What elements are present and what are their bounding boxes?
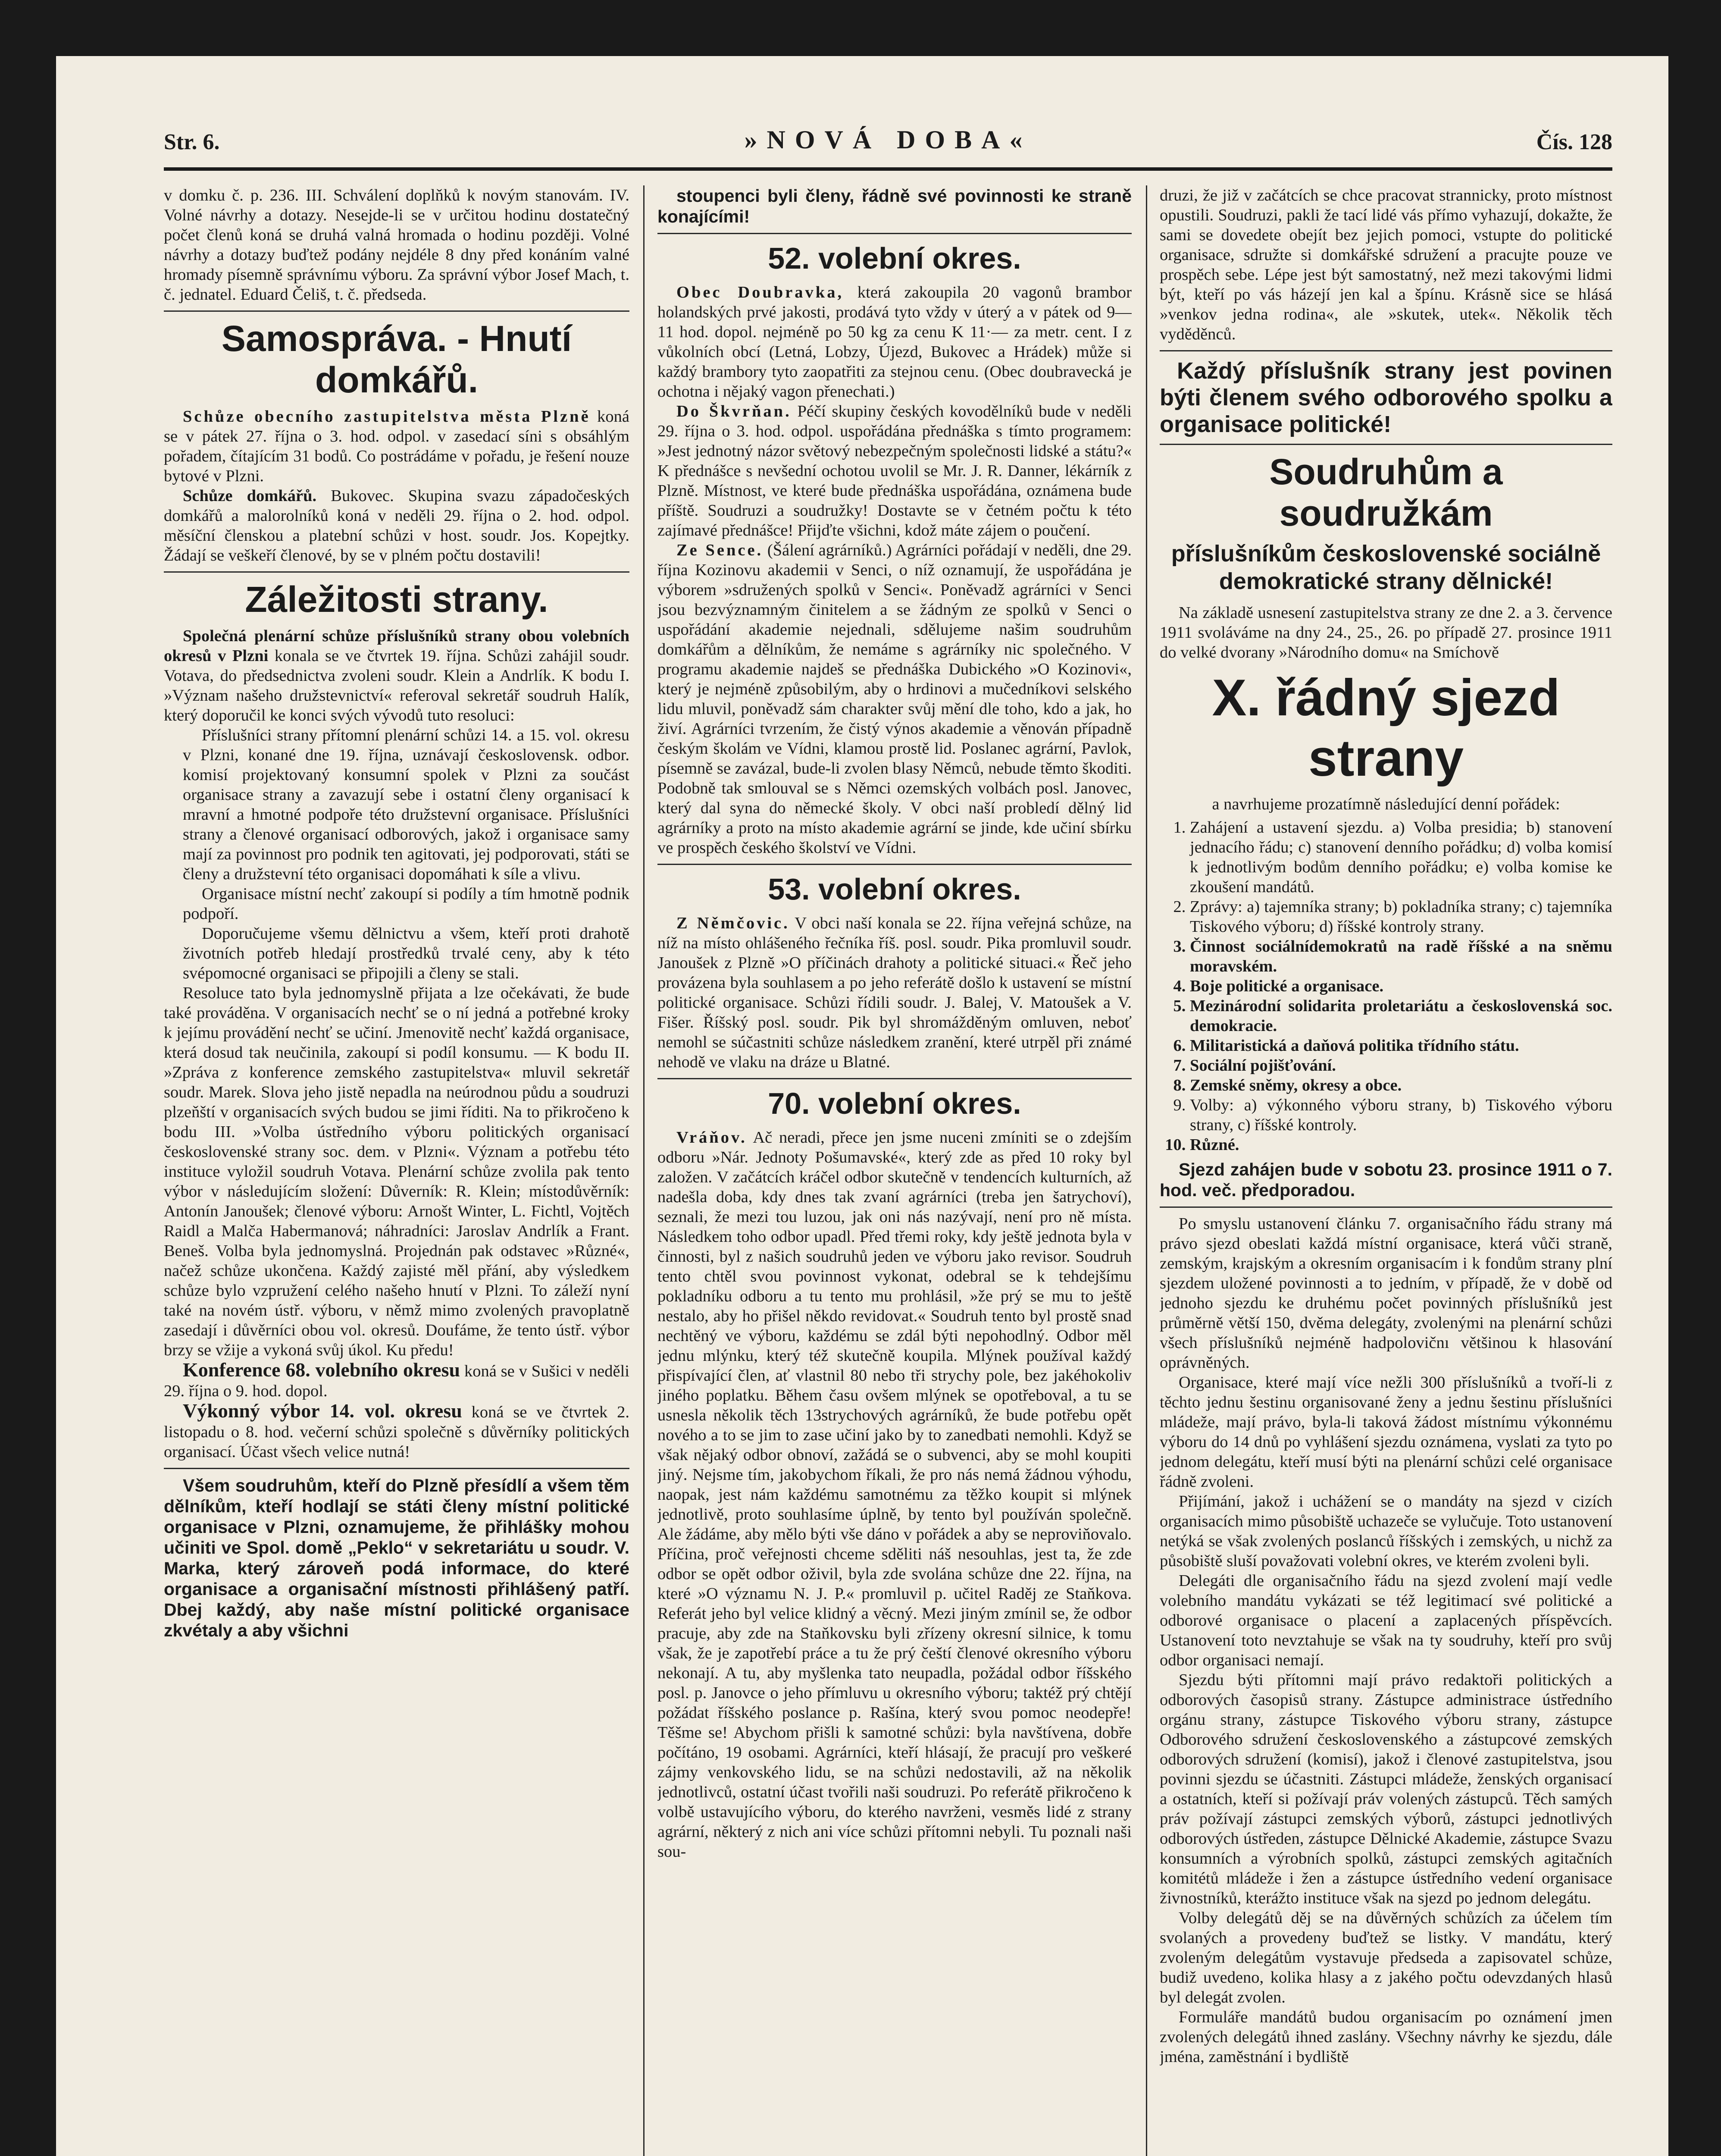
resolution-text: Doporučujeme všemu dělnictvu a všem, kteří proti drahotě životních potřeb hledají prostředků trvalé ceny, aby k této svépomocné organisaci se připojili a členy se stali. bbox=[183, 924, 629, 982]
article-paragraph bbox=[657, 540, 1132, 858]
article-lead: Vráňov. bbox=[676, 1128, 747, 1147]
article-text: Organisace, které mají více nežli 300 příslušníků a tvoří-li z těchto jednu šestinu organisované ženy a jednu šestinu příslušníci mládeže, mají právo, byla-li taková žádost místnímu výkonnému výboru do 14 dnů po vyhlášení sjezdu oznámena, vyslati za tyto po jednom delegátu, kteří musí býti na plenární schůzi celé organisace řádně zvoleni. bbox=[1160, 1373, 1612, 1491]
article-paragraph bbox=[164, 626, 629, 725]
article-lead: Obec Doubravka, bbox=[676, 283, 844, 301]
article-lead: Ze Sence. bbox=[676, 541, 763, 559]
article-paragraph bbox=[657, 1128, 1132, 1861]
article-paragraph bbox=[164, 486, 629, 565]
article-paragraph bbox=[657, 913, 1132, 1072]
congress-start-notice: Sjezd zahájen bude v sobotu 23. prosince 1911 o 7. hod. več. předporadou. bbox=[1160, 1159, 1612, 1200]
article-text: Volby delegátů děj se na důvěrných schůzích za účelem tím svolaných a provedeny buďtež se listky. V mandátu, který zvoleným delegátům vystavuje předseda a zapisovatel schůze, budiž uvedeno, kolika hlasy a z jakého počtu odevzdaných hlasů byl delegát zvolen. bbox=[1160, 1909, 1612, 2006]
divider bbox=[1160, 350, 1612, 351]
article-text: Ač neradi, přece jen jsme nuceni zmíniti se o zdejším odboru »Nár. Jednoty Pošumavské«, který zde as před 10 roky byl založen. V začátcích kráčel odbor skutečně v tendencích kulturních, až nadešla doba, kdy dnes tak zvaní agrárníci (treba jen šatrychoví), seznali, že mezi tou luzou, jak oni nás nazývají, není pro ně místa. Následkem toho odbor upadl. Před třemi roky, kdy ještě jednota byla v činnosti, byl z našich soudruhů jeden ve výboru jako revisor. Soudruh tento chtěl svou povinnost vykonat, odebral se k tehdejšímu pokladníku odboru a tu tento mu prohlásil, »že prý se mu to ještě nestalo, aby ho přišel někdo revidovat.« Soudruh tento byl prostě snad nechtěný ve výboru, každému se zdál býti nepohodlný. Odbor měl jednu mlýnku, který též skutečně koupila. Mlýnek používal každý přispívající člen, ať vlastnil 80 nebo tři strychy pole, bez jakéhokoliv jiného poplatku. Během času ovšem mlýnek se opotřeboval, a tu se usnesla několik těch 13strychových agrárníků, že bude potřebu opět nového a to se jim to zase učiní jako by to zanedbati nemohli. Když se však nějaký odbor obnoví, zažádá se o subvenci, aby se mohl koupiti jiný. Nejsme tím, jakobychom říkali, že pro nás nemá žádnou výhodu, naopak, jest nám každému samotnému za těžko koupit si mlýnek jednotlivě, proto souhlasíme úplně, by tento byl používán společně. Ale žádáme, aby mělo býti vše dáno v pořádek a aby se neproviňovalo. Příčina, proč veřejnosti chceme sděliti náš nesouhlas, jest ta, že zde odbor se opět odbor oživil, byla zde svolána schůze dne 22. října, na které »O významu N. J. P.« promluvil p. učitel Raděj ze Staňkova. Referát jeho byl velice klidný a věcný. Mezi jiným zmínil se, že odbor pracuje, aby zde na Staňkovsku byli zřízeny okresní silnice, k tomu však, že je zapotřebí práce a tu že prý čeští členové okresního výboru nekonají. A tu, aby myšlenka tato neupadla, požádal odbor říšského posl. p. Janovce o jeho přímluvu u okresního výboru; taktéž prý chtějí požádat říšského poslance p. Rašína, který svou pomoc neodepře! Těšme se! Abychom přišli k samotné schůzi: byla navštívena, dobře počítáno, 19 osobami. Agrárníci, kteří hlásají, že pracují pro veškeré zájmy venkovského lidu, se na schůzi nedostavili, až na několik jednotlivců, ostatní účast tvořili naši soudruzi. Po referátě přikročeno k volbě ustavujícího výboru, do kterého navrženi, vesměs lidé z strany agrární, některý z nich ani více schůzi přítomni nebyli. Tu poznali naši sou- bbox=[657, 1128, 1132, 1861]
masthead-rule bbox=[164, 167, 1612, 171]
agenda-item: 9. Volby: a) výkonného výboru strany, b) Tiskového výboru strany, c) říšské kontroly. bbox=[1190, 1095, 1612, 1135]
article-text: Delegáti dle organisačního řádu na sjezd zvolení mají vedle volebního mandátu vykázati se též legitimací své politické a odborové organisace o placení a zaplacených příspěvcích. Ustanovení toto nevztahuje se však na ty soudruhy, kteří pro svůj odbor organisaci nemají. bbox=[1160, 1572, 1612, 1669]
article-text: Péčí skupiny českých kovodělníků bude v neděli 29. října o 3. hod. odpol. uspořádána přednáška s tímto programem: »Jest jednotný názor světový nebezpečným společnosti lidské a státu?« K přednášce s nevšední ochotou uvolil se Mr. J. R. Danner, lékárník z Plzně. Místnost, ve které bude přednáška uspořádána, oznámena bude příště. Soudruzi a soudružky! Dostavte se v četném počtu k této zajímavé přednášce! Přijďte všichni, kdož máte zájem o poučení. bbox=[657, 402, 1132, 539]
divider bbox=[657, 1078, 1132, 1079]
divider bbox=[657, 233, 1132, 234]
article-paragraph bbox=[164, 407, 629, 486]
agenda-item: 1. Zahájení a ustavení sjezdu. a) Volba presidia; b) stanovení jednacího řádu; c) stanovení denního pořádku; d) volba komisí k jednotlivým bodům denního pořádku; e) volba komise ke zkoušení mandátů. bbox=[1190, 818, 1612, 897]
article-text: koná se ve čtvrtek 2. listopadu o 8. hod. večerní schůzi společně s důvěrníky politických organisací. Účast všech velice nutná! bbox=[164, 1403, 629, 1461]
resolution-block bbox=[164, 725, 629, 983]
column-2 bbox=[657, 185, 1132, 2156]
divider bbox=[164, 310, 629, 312]
article-text: koná se v Sušici v neděli 29. října o 9. hod. dopol. bbox=[164, 1362, 629, 1400]
divider bbox=[657, 864, 1132, 865]
article-paragraph bbox=[657, 401, 1132, 540]
agenda-item: 6. Militaristická a daňová politika třídního státu. bbox=[1190, 1036, 1612, 1056]
agenda-item: 8. Zemské sněmy, okresy a obce. bbox=[1190, 1075, 1612, 1095]
article-text: Resoluce tato byla jednomyslně přijata a lze očekávati, že bude také prováděna. V organisacích nechť se o ní jedná a potřebné kroky k jejímu provádění nechť se učiní. Jmenovitě nechť každá organisace, která dosud tak neučinila, zakoupí si podíl konsumu. — K bodu II. »Zpráva z konference zemského zastupitelstva« mluvil sekretář soudr. Marek. Slova jeho jistě nepadla na neúrodnou půdu a soudruzi plzeňští v organisacích svých budou se jimi říditi. Na to přikročeno k bodu III. »Volba ústředního výboru politických organisací československé strany soc. dem. v Plzni«. Význam a potřebu této instituce vyložil soudruh Votava. Plenární schůze zvolila pak tento výbor v následujícím složení: Důverník: R. Klein; místodůvěrník: Antonín Janoušek; členové výboru: Arnošt Winter, L. Fichtl, Vojtěch Raidl a Malča Habermanová; náhradníci: Jaroslav Andrlík a Frant. Beneš. Volba byla jednomyslná. Projednán pak odstavec »Různé«, načež schůze ukončena. Každý zajisté měl přání, aby výsledkem schůze bylo vzpružení celého našeho hnutí v Plzni. To záleží nyní také na novém ústř. výboru, v němž mimo zvolených pravoplatně zasedají i důvěrníci obou vol. okresů. Doufáme, že tento ústř. výbor brzy se vžije a vykoná svůj úkol. Ku předu! bbox=[164, 984, 629, 1359]
article-text: v domku č. p. 236. III. Schválení doplňků k novým stanovám. IV. Volné návrhy a dotazy. Nesejde-li se v určitou hodinu dostatečný počet členů koná se druhá valná hromada o hodinu později. Volné návrhy a dotazy buďtež podány nejdéle 8 dny před konáním valné hromady písemně správnímu výboru. Za správní výbor Josef Mach, t. č. jednatel. Eduard Čeliš, t. č. předseda. bbox=[164, 186, 629, 304]
notice-text: stoupenci byli členy, řádně své povinnosti ke straně konajícími! bbox=[657, 186, 1132, 226]
agenda-item: 7. Sociální pojišťování. bbox=[1190, 1056, 1612, 1075]
agenda-item: 4. Boje politické a organisace. bbox=[1190, 976, 1612, 996]
section-heading: 52. volební okres. bbox=[768, 241, 1021, 275]
section-heading: Záležitosti strany. bbox=[245, 579, 548, 620]
congress-heading: X. řádný sjezd strany bbox=[1212, 669, 1560, 787]
notice-text: Všem soudruhům, kteří do Plzně přesídlí a všem těm dělníkům, kteří hodlají se státi členy místní politické organisace v Plzni, oznamujeme, že přihlášky mohou učiniti ve Spol. domě „Peklo“ v sekretariátu u soudr. V. Marka, který zároveň podá informace, do které organisace a organisační místnosti přihlášený patří. Dbej každý, aby naše místní politické organisace zkvétaly a aby všichni bbox=[164, 1476, 629, 1640]
column-divider bbox=[1146, 185, 1147, 2156]
article-text: Na základě usnesení zastupitelstva strany ze dne 2. a 3. července 1911 svoláváme na dny 24., 25., 26. po případě 27. prosince 1911 do velké dvorany »Národního domu« na Smíchově bbox=[1160, 604, 1612, 661]
agenda-item: 5. Mezinárodní solidarita proletariátu a československá soc. demokracie. bbox=[1190, 996, 1612, 1036]
callout-text: Každý příslušník strany jest povinen býti členem svého odborového spolku a organisace politické! bbox=[1160, 358, 1612, 437]
article-lead: Do Škvrňan. bbox=[676, 402, 792, 420]
article-text: (Šálení agrárníků.) Agrárníci pořádají v neděli, dne 29. října Kozinovu akademii v Senci, o níž oznamují, že uspořádána je výborem »sdružených spolků v Senci«. Poněvadž agrárníci v Senci jsou bezvýznamným činitelem a se žádným ze spolků v Senci o uspořádání akademie nejednali, sdělujeme našim soudruhům domkářům a dělníkům, že nemáme s agrárníky nic společného. V programu akademie najdeš se přednáška Dubického »O Kozinovi«, který je nejméně způsobilým, aby o hrdinovi a mučedníkovi selského lidu mluvil, poněvadž sám charakter svůj mění dle toho, kdo a jak, ho živí. Agrárníci tvrzením, že čistý výnos akademie a věnován případně českým školám ve Vídni, klamou prostě lid. Poslanec agrární, Pavlok, písemně se zavázal, bude-li zvolen blasy Němců, nebude těmto škoditi. Podobně tak smlouval se s Němci ozemských volbách posl. Janovec, který dal syna do německé školy. V obci naší probledí dělný lid agrárníky a proto na místo akademie agrární se jinde, kde učiní sbírku ve prospěch českého školství ve Vídni. bbox=[657, 541, 1132, 857]
column-3 bbox=[1160, 185, 1612, 2156]
section-subheading: příslušníkům československé sociálně demokratické strany dělnické! bbox=[1171, 541, 1601, 594]
page-number: Str. 6. bbox=[164, 130, 220, 154]
article-text: Přijímání, jakož i uchážení se o mandáty na sjezd v cizích organisacích mimo působiště uchazeče se vylučuje. Toto ustanovení netýká se však zvolených poslanců říšských i zemských, u nichž za působiště sluší považovati volební okres, ve kterém zvoleni byli. bbox=[1160, 1492, 1612, 1570]
article-text: druzi, že již v začátcích se chce pracovat strannicky, proto místnost opustili. Soudruzi, pakli že tací lidé vás přímo vyhazují, dokažte, že sami se dovedete obejít bez jejich pomoci, vstupte do politické organisace, sdružte si domkářské sdružení a pracujte pouze ve prospěch sebe. Lépe jest být samostatný, než mezi takovými lidmi být, kteří po vás házejí jen kal a špínu. Krásně sice se hlásá »venkov jedna rodina«, ale »skutek, utek«. Několik těch vyděděnců. bbox=[1160, 186, 1612, 343]
article-lead: Schůze domkářů. bbox=[183, 487, 317, 505]
resolution-text: Organisace místní nechť zakoupí si podíly a tím hmotně podnik podpoří. bbox=[183, 885, 629, 923]
column-divider bbox=[643, 185, 645, 2156]
section-heading: 53. volební okres. bbox=[768, 872, 1021, 906]
resolution-text: Příslušníci strany přítomní plenární schůzi 14. a 15. vol. okresu v Plzni, konané dne 19. října, uznávají československ. odbor. komisí projektovaný konsumní spolek v Plzni za součást organisace strany a zavazují sebe i ostatní členy organisací k mravní a hmotné podpoře této družstevní organisace. Příslušníci strany a členové organisací odborových, jakož i organisace samy mají za povinnost pro podnik ten agitovati, jej podporovati, státi se členy a družstevní této organisaci dopomáhati k síle a vlivu. bbox=[183, 726, 629, 883]
article-lead: Konference 68. volebního okresu bbox=[183, 1359, 460, 1381]
article-paragraph bbox=[657, 282, 1132, 401]
article-lead: Výkonný výbor 14. vol. okresu bbox=[183, 1400, 462, 1422]
agenda-item: 3. Činnost sociálnídemokratů na radě říšské a na sněmu moravském. bbox=[1190, 937, 1612, 976]
divider bbox=[1160, 1206, 1612, 1208]
article-paragraph bbox=[164, 1401, 629, 1462]
article-text: která zakoupila 20 vagonů brambor holandských prvé jakosti, prodává tyto vždy v úterý a v pátek od 9—11 hod. dopol. nejméně po 50 kg za cenu K 11·— za metr. cent. I z vůkolních obcí (Letná, Lobzy, Újezd, Bukovec a Hrádek) může si každý brambory tyto zaopatřiti za stejnou cenu. (Obec doubravecká je ochotna i nějaký vagon přenechati.) bbox=[657, 283, 1132, 401]
agenda-item: 2. Zprávy: a) tajemníka strany; b) pokladníka strany; c) tajemníka Tiskového výboru; d) říšské kontroly strany. bbox=[1190, 897, 1612, 937]
article-paragraph bbox=[164, 1360, 629, 1401]
article-text: Formuláře mandátů budou organisacím po oznámení jmen zvolených delegátů ihned zaslány. Všechny návrhy ke sjezdu, dále jména, zaměstnání i bydliště bbox=[1160, 2008, 1612, 2066]
article-lead: Společná plenární schůze příslušníků strany obou volebních okresů v Plzni bbox=[164, 627, 629, 665]
agenda-item: 10. Různé. bbox=[1190, 1135, 1612, 1155]
article-lead: Schůze obecního zastupitelstva města Plzně bbox=[183, 407, 591, 426]
article-text: koná se v pátek 27. října o 3. hod. odpol. v zasedací síni s obsáhlým pořadem, čítajícím 31 bodů. Co postrádáme v pořadu, je řešení nouze bytové v Plzni. bbox=[164, 407, 629, 485]
divider bbox=[164, 571, 629, 573]
divider bbox=[1160, 444, 1612, 445]
section-heading: 70. volební okres. bbox=[768, 1087, 1021, 1120]
article-text: konala se ve čtvrtek 19. října. Schůzi zahájil soudr. Votava, do předsednictva zvoleni soudr. Klein a Andrlík. K bodu I. »Význam našeho družstevnictví« referoval sekretář soudruh Halík, který doporučil ke konci svých vývodů tuto resoluci: bbox=[164, 647, 629, 724]
article-text: Po smyslu ustanovení článku 7. organisačního řádu strany má právo sjezd obeslati každá místní organisace, která vůči straně, zemským, krajským a okresním organisacím i k fondům strany plní sjezdem uložené povinnosti a to jedním, v případě, že v době od jednoho sjezdu ke druhému počet povinných příslušníků jest průměrně větší 150, dvěma delegáty, zvolenými na plenární schůzi všech příslušníků nejméně hadpolovičnı většinou k hlasování oprávněných. bbox=[1160, 1215, 1612, 1372]
column-1 bbox=[164, 185, 629, 2156]
newspaper-page bbox=[56, 56, 1668, 2156]
newspaper-title: »NOVÁ DOBA« bbox=[744, 125, 1032, 154]
article-text: V obci naší konala se 22. října veřejná schůze, na níž na místo ohlášeného řečníka říš. posl. soudr. Pika promluvil soudr. Janoušek z Plzně »O příčinách drahoty a politické situaci.« Řeč jeho provázena byla souhlasem a po jeho referátě došlo k ustavení se místní politické organisace. Schůzi řídili soudr. J. Balej, V. Matoušek a V. Fišer. Říšský posl. soudr. Pik byl shromážděným omluven, neboť nemohl se súčastniti schůze následkem zranění, které utrpěl při známé nehodě ve vlaku na dráze u Blatné. bbox=[657, 914, 1132, 1071]
section-heading: Soudruhům a soudružkám bbox=[1269, 451, 1503, 533]
article-text: Sjezdu býti přítomni mají právo redaktoři politických a odborových časopisů strany. Zástupce administrace ústředního orgánu strany, zástupce Tiskového výboru strany, zástupce Odborového sdružení československého a zástupcové zemských odborových sdružení (komisí), jakož i členové zastupitelstva, jsou povinni sjezdu se účastniti. Zástupci mládeže, ženských organisací a ostatních, kteří si požívají práv volených zástupců. Těch samých práv požívají zástupci zemských výborů, zástupci jednotlivých odborových ústředen, zástupce Dělnické Akademie, zástupce Svazu konsumních a výrobních spolků, zástupci zemských agitačních komitétů mládeže i žen a zástupce ústředního vedení organisace živnostníků, kterážto instituce však na sjezd po jednom delegátu. bbox=[1160, 1671, 1612, 1907]
section-heading: Samospráva. - Hnutí domkářů. bbox=[221, 318, 572, 400]
article-lead: Z Němčovic. bbox=[676, 914, 790, 932]
issue-number: Čís. 128 bbox=[1536, 130, 1612, 154]
divider bbox=[164, 1468, 629, 1469]
agenda-intro: a navrhujeme prozatímně následující denní pořádek: bbox=[1212, 795, 1560, 813]
agenda-list bbox=[1160, 818, 1612, 1155]
article-text: Bukovec. Skupina svazu západočeských domkářů a malorolníků koná v neděli 29. října o 2. hod. odpol. měsíční členskou a platební schůzi v host. soudr. Jos. Kopejtky. Žádají se veškeří členové, by se v plném počtu dostavili! bbox=[164, 487, 629, 564]
